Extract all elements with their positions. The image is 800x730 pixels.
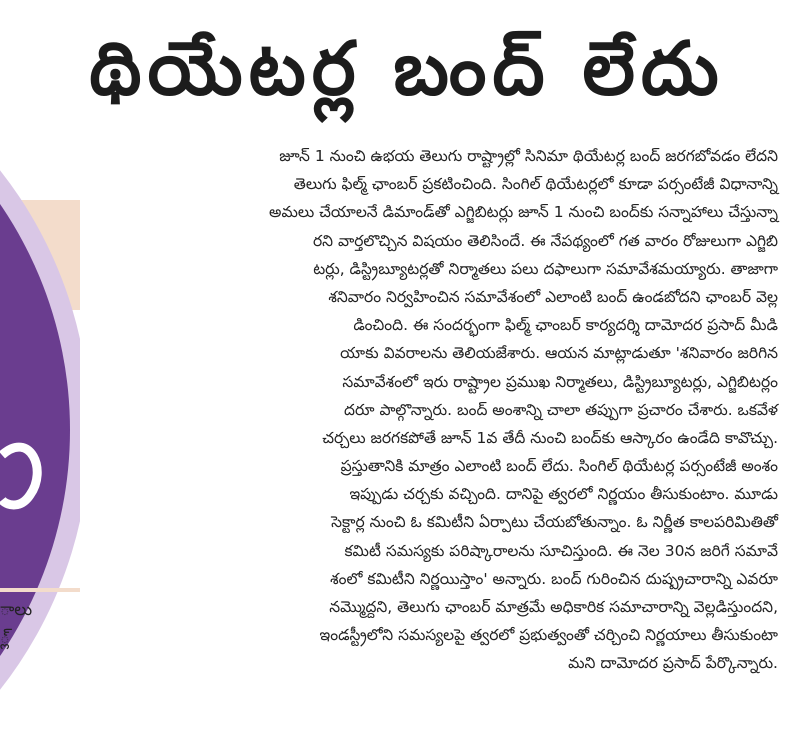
article-line: సమావేశంలో ఇరు రాష్ట్రాల ప్రముఖ నిర్మాతలు, డిస్ట్రిబ్యూటర్లు, ఎగ్జిబిటర్లం xyxy=(342,372,778,391)
article-line: టర్లు, డిస్ట్రిబ్యూటర్లతో నిర్మాతలు పలు దఫాలుగా సమావేశమయ్యారు. తాజాగా xyxy=(313,259,778,278)
article-line: శంలో కమిటీని నిర్ణయిస్తాం' అన్నారు. బంద్ గురించిన దుష్ప్రచారాన్ని ఎవరూ xyxy=(330,569,778,588)
article-line: ప్రస్తుతానికి మాత్రం ఎలాంటి బంద్ లేదు. సింగిల్ థియేటర్ల పర్సంటేజీ అంశం xyxy=(340,457,778,476)
article-line: తెలుగు ఫిల్మ్ ఛాంబర్ ప్రకటించింది. సింగిల్ థియేటర్లలో కూడా పర్సంటేజీ విధానాన్ని xyxy=(293,175,778,194)
article-line: యాకు వివరాలను తెలియజేశారు. ఆయన మాట్లాడుతూ 'శనివారం జరిగిన xyxy=(340,344,778,363)
headline: థియేటర్ల బంద్ లేదు xyxy=(89,26,725,112)
left-fragment-1: ాలు xyxy=(0,600,33,620)
article-body xyxy=(78,142,778,678)
article-line: జూన్ 1 నుంచి ఉభయ తెలుగు రాష్ట్రాల్లో సినిమా థియేటర్ల బంద్ జరగబోవడం లేదని xyxy=(279,147,778,165)
left-fragment-2: ్ల్ xyxy=(0,628,10,648)
article-line: చర్చలు జరగకపోతే జూన్ 1వ తేదీ నుంచి బంద్‌కు ఆస్కారం ఉండేది కావొచ్చు. xyxy=(322,428,778,447)
article-line: మని దామోదర ప్రసాద్ పేర్కొన్నారు. xyxy=(568,654,778,673)
article-line: నమ్మొద్దని, తెలుగు ఛాంబర్ మాత్రమే అధికారిక సమాచారాన్ని వెల్లడిస్తుందని, xyxy=(329,598,778,616)
article-line: దరూ పాల్గొన్నారు. బంద్ అంశాన్ని చాలా తప్పుగా ప్రచారం చేశారు. ఒకవేళ xyxy=(344,400,778,419)
article-line: సెక్టార్ల నుంచి ఓ కమిటీని ఏర్పాటు చేయబోతున్నాం. ఓ నిర్ణీత కాలపరిమితితో xyxy=(331,513,778,532)
article-line: ఇండస్ట్రీలోని సమస్యలపై త్వరలో ప్రభుత్వంతో చర్చించి నిర్ణయాలు తీసుకుంటా xyxy=(319,626,778,645)
peach-divider xyxy=(0,588,80,592)
article-line: ఇప్పుడు చర్చకు వచ్చింది. దానిపై త్వరలో నిర్ణయం తీసుకుంటాం. మూడు xyxy=(349,485,778,504)
article-line: అమలు చేయాలనే డిమాండ్‌తో ఎగ్జిబిటర్లు జూన్ 1 నుంచి బంద్‌కు సన్నాహాలు చేస్తున్నా xyxy=(269,203,778,222)
article-line: కమిటీ సమస్యకు పరిష్కారాలను సూచిస్తుంది. ఈ నెల 30న జరిగే సమావే xyxy=(344,541,778,560)
article-line: శనివారం నిర్వహించిన సమావేశంలో ఎలాంటి బంద్ ఉండబోదని ఛాంబర్ వెల్ల xyxy=(328,287,778,306)
article-line: డించింది. ఈ సందర్భంగా ఫిల్మ్ ఛాంబర్ కార్యదర్శి దామోదర ప్రసాద్ మీడి xyxy=(353,316,778,335)
article-line: రని వార్తలొచ్చిన విషయం తెలిసిందే. ఈ నేపథ్యంలో గత వారం రోజులుగా ఎగ్జిబి xyxy=(312,231,778,250)
